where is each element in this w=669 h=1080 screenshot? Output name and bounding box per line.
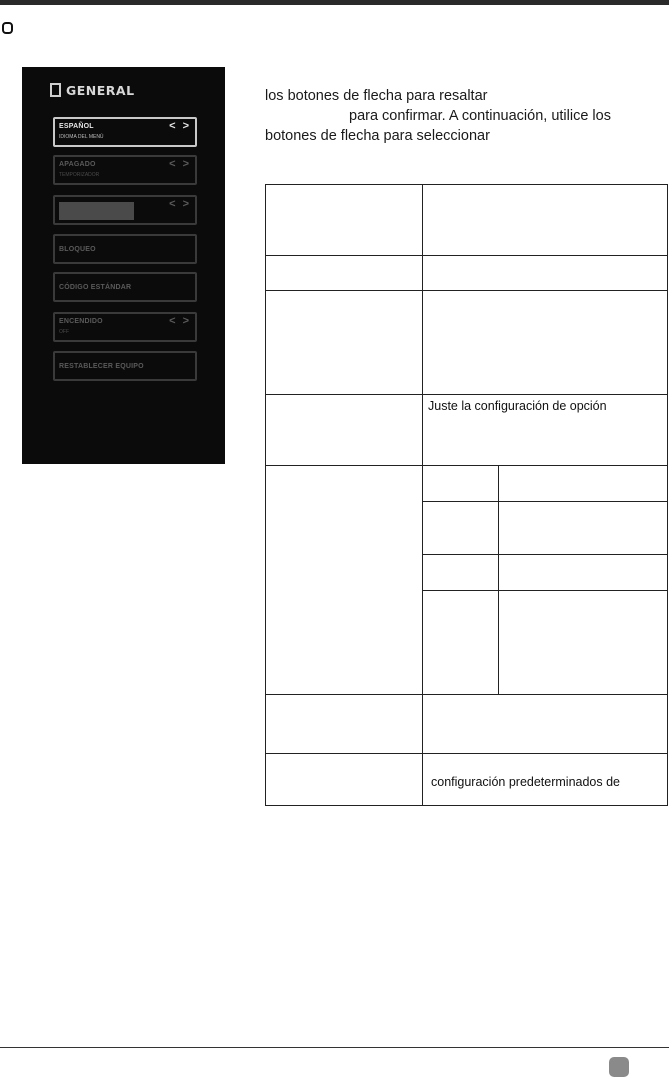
table-row-divider (265, 394, 668, 395)
left-right-arrows-icon: < > (169, 158, 191, 170)
menu-title: GENERAL (66, 82, 135, 98)
menu-item-sub: OFF (59, 329, 69, 335)
table-frame (265, 184, 668, 806)
intro-line-1: los botones de flecha para resaltar (265, 88, 488, 104)
left-right-arrows-icon: < > (169, 315, 191, 327)
left-right-arrows-icon: < > (169, 120, 191, 132)
menu-item-label: RESTABLECER EQUIPO (59, 363, 144, 370)
intro-line-3: botones de flecha para seleccionar (265, 128, 490, 144)
table-row-divider (265, 255, 668, 256)
section-marker-icon (2, 22, 13, 34)
menu-item-label: BLOQUEO (59, 246, 96, 253)
menu-item-label: CÓDIGO ESTÁNDAR (59, 284, 132, 291)
table-row-divider (265, 465, 668, 466)
table-row-divider (265, 694, 668, 695)
menu-item-standard-code[interactable] (53, 272, 197, 302)
left-right-arrows-icon: < > (169, 198, 191, 210)
menu-item-sub: IDIOMA DEL MENÚ (59, 134, 104, 140)
tv-menu-screenshot (22, 67, 225, 464)
menu-item-language[interactable] (53, 117, 197, 147)
top-rule (0, 0, 669, 5)
page-number-badge (609, 1057, 629, 1077)
table-subrow-divider (422, 590, 668, 591)
footer-rule (0, 1047, 669, 1048)
table-subcolumn-divider (498, 465, 499, 694)
menu-item-label: ENCENDIDO (59, 318, 103, 325)
table-column-divider (422, 184, 423, 806)
menu-item-lock[interactable] (53, 234, 197, 264)
menu-item-blank[interactable] (53, 195, 197, 225)
table-row-divider (265, 753, 668, 754)
table-row-divider (265, 290, 668, 291)
menu-item-power-on[interactable] (53, 312, 197, 342)
menu-item-label: APAGADO (59, 161, 96, 168)
menu-item-label: ESPAÑOL (59, 123, 94, 130)
table-subrow-divider (422, 554, 668, 555)
settings-table (265, 184, 668, 806)
menu-general-icon (50, 83, 61, 97)
reset-description: configuración predeterminados de (431, 775, 621, 789)
menu-item-sub: TEMPORIZADOR (59, 172, 100, 178)
intro-line-2: para confirmar. A continuación, utilice los (349, 108, 611, 124)
menu-item-timer[interactable] (53, 155, 197, 185)
intro-paragraph (265, 86, 665, 146)
menu-item-reset[interactable] (53, 351, 197, 381)
menu-item-value-bar (59, 202, 134, 220)
table-subrow-divider (422, 501, 668, 502)
menu-header (50, 81, 135, 99)
options-description: Juste la configuración de opción (428, 399, 607, 413)
